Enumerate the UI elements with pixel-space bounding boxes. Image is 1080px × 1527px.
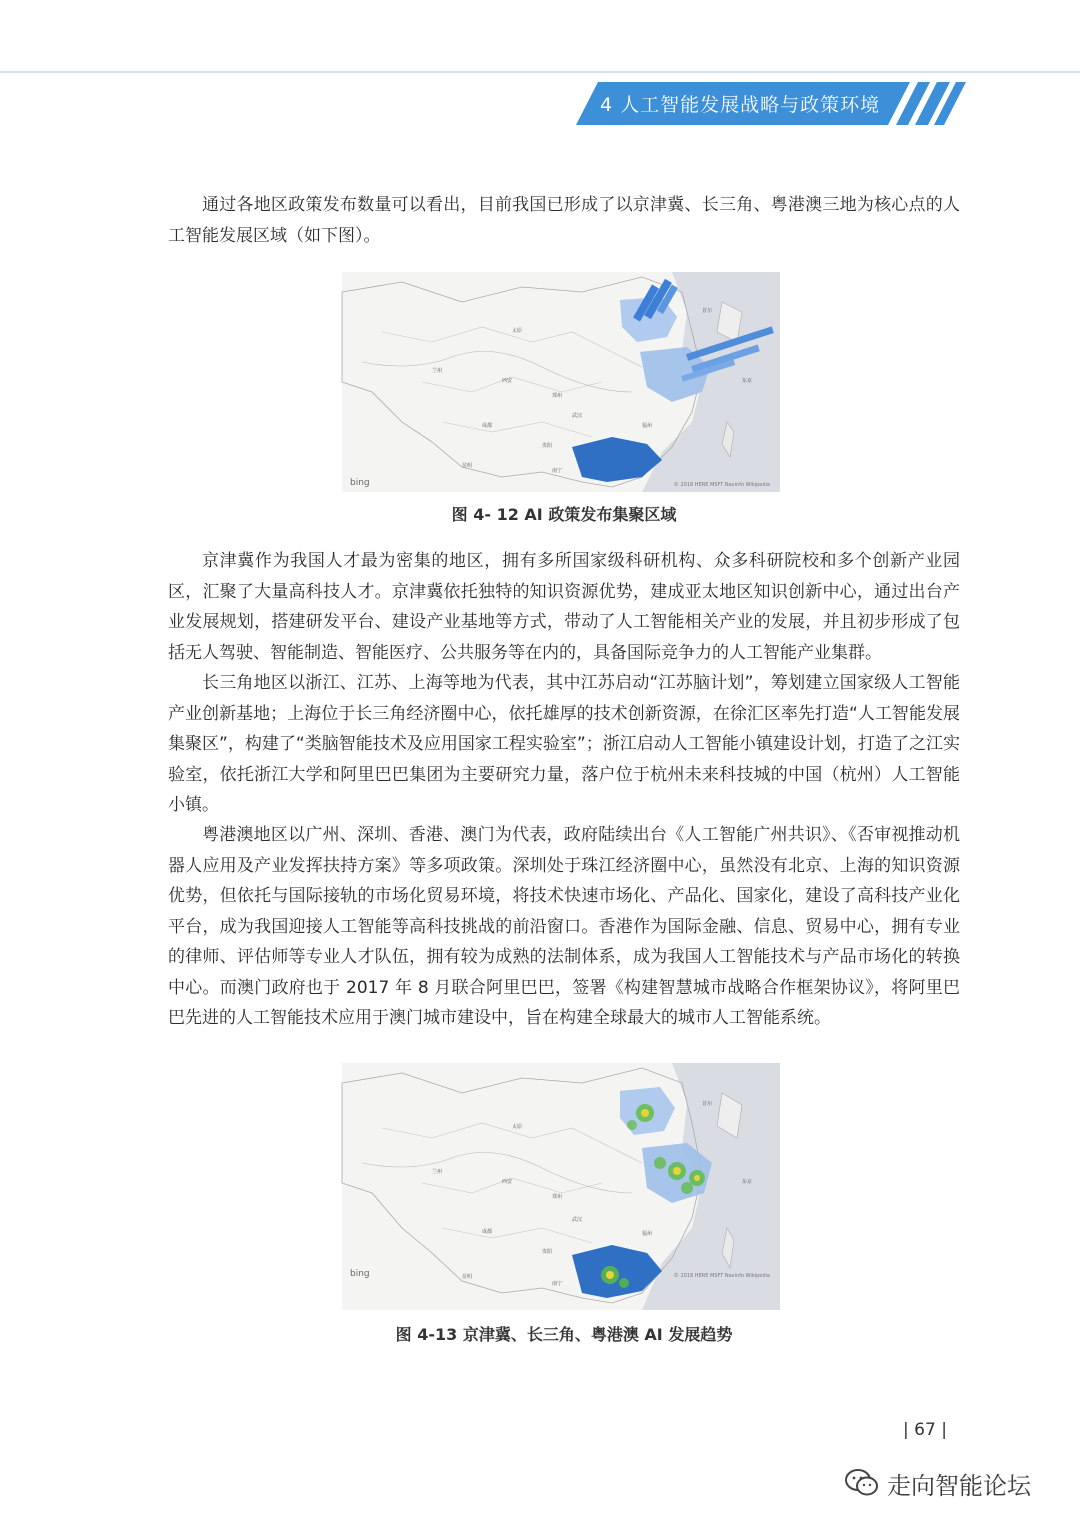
figure-caption: 图 4-13 京津冀、长三角、粤港澳 AI 发展趋势 (395, 1325, 733, 1344)
svg-text:南宁: 南宁 (552, 468, 563, 474)
paragraph-jingjinji: 京津冀作为我国人才最为密集的地区，拥有多所国家级科研机构、众多科研院校和多个创新产业园区，汇聚了大量高科技人才。京津冀依托独特的知识资源优势，建成亚太地区知识创新中心，通过出台产业发展规划，搭建研发平台、建设产业基地等方式，带动了人工智能相关产业的发展，并且初步形成了包括无人驾驶、智能制造、智能医疗、公共服务等在内的，具备国际竞争力的人工智能产业集群。 (168, 551, 960, 663)
svg-text:福州: 福州 (642, 423, 653, 429)
svg-text:郑州: 郑州 (552, 393, 563, 399)
figure-caption: 图 4- 12 AI 政策发布集聚区域 (451, 505, 677, 524)
svg-text:首尔: 首尔 (702, 1101, 713, 1107)
svg-text:郑州: 郑州 (552, 1194, 563, 1200)
svg-text:首尔: 首尔 (702, 308, 713, 314)
svg-text:东京: 东京 (742, 1179, 753, 1185)
svg-text:贵阳: 贵阳 (542, 1249, 553, 1255)
svg-text:武汉: 武汉 (572, 1217, 583, 1223)
wechat-icon (845, 1469, 879, 1497)
svg-text:贵阳: 贵阳 (542, 443, 553, 449)
intro-paragraph: 通过各地区政策发布数量可以看出，目前我国已形成了以京津冀、长三角、粤港澳三地为核心点的人工智能发展区域（如下图）。 (168, 195, 960, 246)
bing-logo: bing (350, 478, 370, 488)
svg-text:南宁: 南宁 (552, 1281, 563, 1287)
paragraph-greater-bay: 粤港澳地区以广州、深圳、香港、澳门为代表，政府陆续出台《人工智能广州共识》、《否审视推动机器人应用及产业发挥扶持方案》等多项政策。深圳处于珠江经济圈中心，虽然没有北京、上海的知识资源优势，但依托与国际接轨的市场化贸易环境，将技术快速市场化、产品化、国家化，建设了高科技产业化平台，成为我国迎接人工智能等高科技挑战的前沿窗口。香港作为国际金融、信息、贸易中心，拥有专业的律师、评估师等专业人才队伍，拥有较为成熟的法制体系，成为我国人工智能技术与产品市场化的转换中心。而澳门政府也于 2017 年 8 月联合阿里巴巴，签署《构建智慧城市战略合作框架协议》，将阿里巴巴先进的人工智能技术应用于澳门城市建设中，旨在构建全球最大的城市人工智能系统。 (168, 825, 960, 1028)
china-map-policy (342, 272, 780, 492)
chapter-title: 4 人工智能发展战略与政策环境 (600, 94, 881, 116)
paragraph-yangtze-delta: 长三角地区以浙江、江苏、上海等地为代表，其中江苏启动“江苏脑计划”，筹划建立国家级人工智能产业创新基地；上海位于长三角经济圈中心，依托雄厚的技术创新资源，在徐汇区率先打造“人工智能发展集聚区”，构建了“类脑智能技术及应用国家工程实验室”；浙江启动人工智能小镇建设计划，打造了之江实验室，依托浙江大学和阿里巴巴集团为主要研究力量，落户位于杭州未来科技城的中国（杭州）人工智能小镇。 (168, 673, 960, 815)
svg-text:昆明: 昆明 (462, 1274, 473, 1280)
chapter-header-banner (0, 0, 1080, 140)
svg-text:太原: 太原 (512, 328, 523, 334)
map-figure-development-trend (342, 1063, 780, 1287)
map-copyright: © 2018 HERE MSFT Navinfo Wikipedia (673, 482, 770, 488)
bing-logo: bing (350, 1269, 370, 1279)
svg-text:东京: 东京 (742, 378, 753, 384)
svg-text:太原: 太原 (512, 1124, 523, 1130)
page-number: | 67 | (903, 1420, 947, 1440)
watermark-text: 走向智能论坛 (887, 1471, 1031, 1500)
svg-text:福州: 福州 (642, 1231, 653, 1237)
wechat-watermark (845, 1463, 1055, 1503)
svg-text:西安: 西安 (502, 1179, 513, 1185)
svg-text:兰州: 兰州 (432, 1169, 443, 1175)
map-figure-policy-clusters (342, 272, 780, 492)
svg-text:兰州: 兰州 (432, 368, 443, 374)
svg-text:成都: 成都 (482, 1229, 493, 1235)
svg-text:西安: 西安 (502, 378, 513, 384)
svg-text:昆明: 昆明 (462, 463, 473, 469)
svg-text:武汉: 武汉 (572, 413, 583, 419)
svg-text:成都: 成都 (482, 423, 493, 429)
map-copyright: © 2018 HERE MSFT Navinfo Wikipedia (673, 1273, 770, 1279)
